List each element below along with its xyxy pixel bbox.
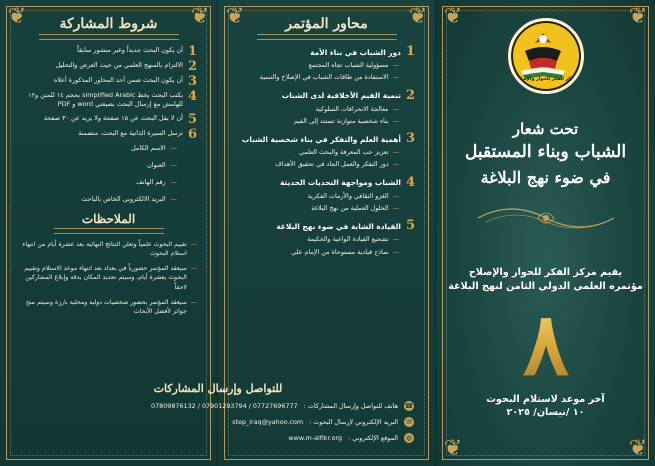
condition-item: 6 ترسل السيرة الذاتية مع البحث، متضمنة (78, 126, 197, 142)
organizer-text: يقيم مركز الفكر للحوار والإصلاح مؤتمره العلمي الدولي الثامن لنهج البلاغة (448, 267, 643, 292)
corner-ornament-icon: ❦ (628, 436, 648, 461)
conditions-list (0, 46, 217, 140)
contact-title: للتواصل وإرسال المشاركات (153, 382, 283, 395)
center-logo (508, 18, 584, 94)
axes-list (218, 46, 435, 257)
note-item: — سيعقد المؤتمر بحضور شخصيات دولية ومحلية بارزة وسيتم منح جوائز لأفضل الأبحاث (25, 299, 197, 316)
logo-text: مركز الفكر للحوار والإصلاح (515, 77, 577, 82)
axis-title: دور الشباب في بناء الأمة (310, 47, 401, 57)
email-link[interactable]: step_iraq@yahoo.com (232, 418, 304, 426)
condition-item: 3 أن يكون البحث ضمن أحد المحاور المذكورة أعلاه (53, 74, 197, 89)
cv-requirements-list (0, 144, 217, 203)
corner-ornament-icon: ❦ (225, 4, 245, 29)
contact-website: ◍ الموقع الإلكتروني : www.m-alfikr.org (288, 434, 413, 442)
condition-item: 5 أن لا يقل البحث عن ١٥ صفحة ولا يزيد عن ٣٠ صفحة (43, 111, 197, 127)
corner-ornament-icon: ❦ (628, 4, 648, 29)
axes-title: محاور المؤتمر (285, 16, 368, 32)
corner-ornament-icon: ❦ (7, 4, 27, 29)
axis-title: تنمية القيم الأخلاقية لدى الشباب (281, 91, 401, 101)
slogan-label: تحت شعار (512, 120, 579, 138)
axis-title: أهمية العلم والتفكر في بناء شخصية الشباب (241, 134, 401, 144)
globe-icon: ◍ (405, 434, 413, 442)
heading-divider (39, 34, 179, 40)
email-icon: ✉ (404, 417, 414, 427)
heading-divider (54, 228, 164, 234)
axis-item: 1 دور الشباب في بناء الأمة — مسؤولية الشباب تجاه المجتمع — الاستفادة من طاقات الشباب في الإصلاح والتنمية (259, 44, 415, 82)
contact-section (0, 382, 436, 466)
phone-numbers[interactable]: 07809876132 / 07901293794 / 07727696777 (151, 402, 298, 410)
axis-item: 5 القيادة الشابة في ضوء نهج البلاغة — تشجيع القيادة الواعية والحكيمة — نماذج قيادية مستوحاة من الإمام علي (276, 218, 415, 256)
list-item: — البريد الالكتروني الخاص بالباحث (81, 194, 177, 203)
list-item: — الاسم الكامل (131, 143, 177, 152)
slogan-line-2: في ضوء نهج البلاغة (480, 168, 611, 187)
flourish-ornament-icon (476, 198, 616, 238)
corner-ornament-icon: ❦ (190, 4, 210, 29)
axis-item: 4 الشباب ومواجهة التحديات الحديثة — الغزو الثقافي والأزمات الفكرية — الحلول العملية من نهج البلاغة (280, 174, 415, 212)
note-item: — سيعقد المؤتمر حضورياً في بغداد بعد انتهاء موعد الاستلام وتقييم البحوث بعشرة أيام، وسيتم تحديد المكان بدقة وإبلاغ المشاركين لاحقاً (24, 265, 197, 291)
axis-item: 3 أهمية العلم والتفكر في بناء شخصية الشباب — تعزيز حب المعرفة والبحث العلمي — دور التفكر والعمل الجاد في تحقيق الأهداف (241, 131, 415, 169)
deadline-text: آخر موعد لاستلام البحوث ١٠ /نيسان/ ٢٠٢٥ (436, 393, 655, 420)
edition-numeral: ٨ (522, 300, 570, 384)
axis-title: الشباب ومواجهة التحديات الحديثة (280, 178, 401, 188)
corner-ornament-icon: ❦ (443, 4, 463, 29)
heading-divider (257, 34, 397, 40)
conditions-title: شروط المشاركة (59, 16, 158, 32)
condition-item: 1 أن يكون البحث جديداً وغير منشور سابقاً (77, 44, 197, 59)
slogan-line-1: الشباب وبناء المستقبل (464, 142, 627, 162)
list-item: — رقم الهاتف (136, 177, 177, 186)
note-item: — تقييم البحوث علمياً وتعلن النتائج النهائية بعد عشرة أيام من انتهاء استلام البحوث (22, 240, 197, 257)
contact-email: ✉ البريد الإلكتروني لإرسال البحوث : step_iraq@yahoo.com (22, 417, 414, 427)
phone-icon: ☎ (404, 402, 414, 410)
website-link[interactable]: www.m-alfikr.org (288, 434, 343, 442)
deadline-date: ١٠ /نيسان/ ٢٠٢٥ (506, 407, 585, 419)
list-item: — العنوان (147, 160, 177, 169)
cover-panel (436, 0, 655, 466)
contact-phones: ☎ هاتف للتواصل وإرسال المشاركات : 07809876132 / 07901293794 / 07727696777 (151, 402, 414, 410)
condition-item: 2 الالتزام بالمنهج العلمي من حيث العرض والتحليل (55, 59, 197, 74)
corner-ornament-icon: ❦ (408, 4, 428, 29)
axis-item: 2 تنمية القيم الأخلاقية لدى الشباب — معالجة الانحرافات السلوكية — بناء شخصية متوازنة تستند إلى القيم (281, 87, 415, 125)
edition-number (496, 300, 596, 384)
notes-list (0, 240, 217, 317)
condition-item: 4 يكتب البحث بخط simplified Arabic بحجم ١٤ للمتن و١٢ للهامش مع إرسال البحث بصيغتي word و PDF (28, 89, 197, 109)
axis-title: القيادة الشابة في ضوء نهج البلاغة (276, 221, 401, 231)
logo-emblem-icon (508, 21, 581, 94)
corner-ornament-icon: ❦ (443, 436, 463, 461)
notes-title: الملاحظات (81, 211, 136, 226)
